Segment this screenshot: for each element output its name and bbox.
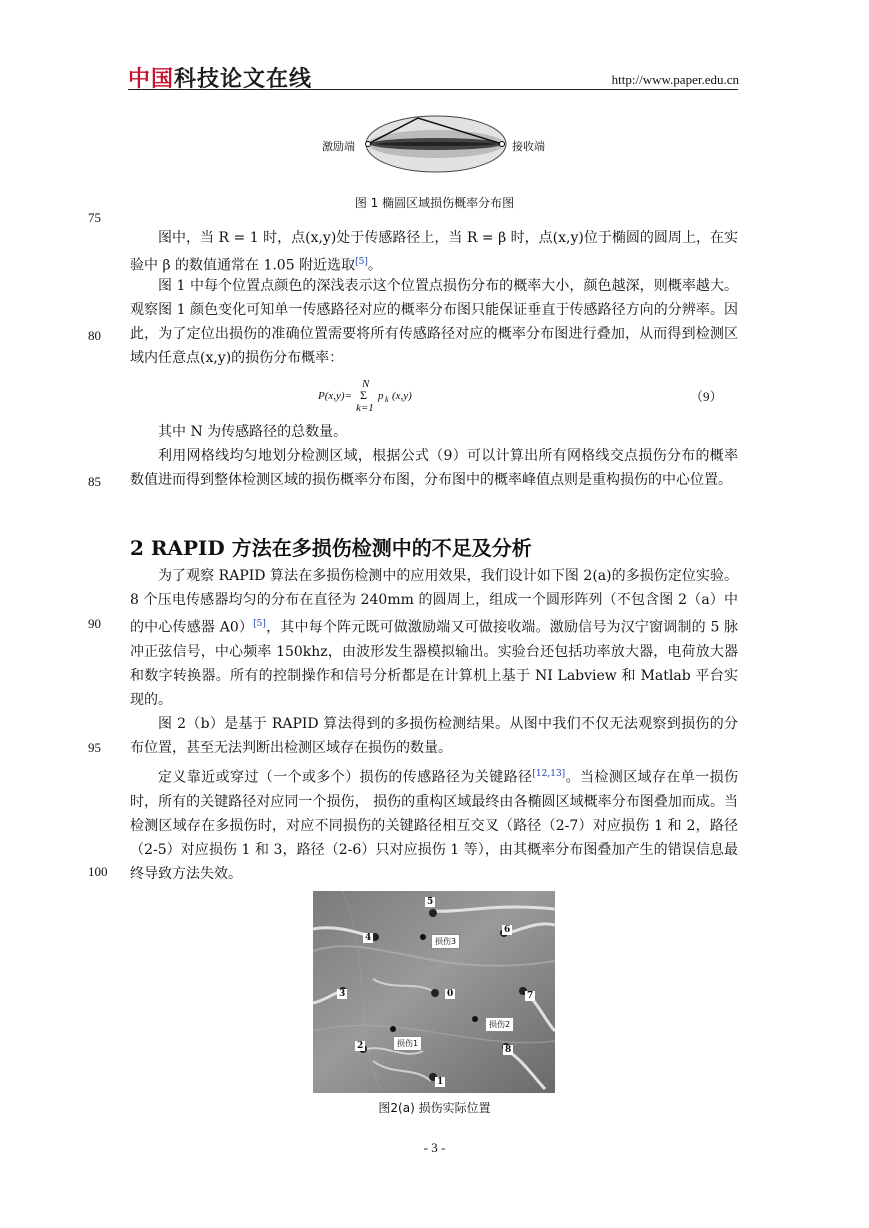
figure-1-caption: 图 1 椭圆区域损伤概率分布图 [354, 196, 515, 210]
damage-label-3: 损伤3 [431, 934, 460, 949]
sensor-label-2: 2 [357, 1041, 364, 1051]
figure-1-right-label: 接收端 [512, 140, 545, 153]
eq-rhs-sub: k [385, 395, 389, 404]
sensor-label-7: 7 [527, 991, 534, 1001]
eq-sum-symbol: Σ [360, 388, 367, 402]
line-number: 90 [88, 616, 101, 631]
header-url[interactable]: http://www.paper.edu.cn [611, 72, 739, 87]
paragraph-6: 图 2（b）是基于 RAPID 算法得到的多损伤检测结果。从图中我们不仅无法观察到损伤的分布位置，甚至无法判断出检测区域存在损伤的数量。 [130, 716, 738, 756]
eq-sum-bottom: k=1 [356, 402, 374, 414]
eq-rhs-args: (x,y) [392, 390, 412, 402]
paragraph-4: 利用网格线均匀地划分检测区域，根据公式（9）可以计算出所有网格线交点损伤分布的概率数值进而得到整体检测区域的损伤概率分布图，分布图中的概率峰值点则是重构损伤的中心位置。 [130, 448, 738, 488]
sensor-array-photo [313, 891, 555, 1093]
citation-ref[interactable]: [5] [355, 257, 368, 267]
header-rule [128, 89, 738, 90]
paragraph-1-text: 图中，当 R = 1 时，点(x,y)处于传感路径上，当 R = β 时，点(x,y)位于椭圆的圆周上，在实验中 β 的数值通常在 1.05 附近选取 [130, 230, 738, 274]
eq-sum-top: N [362, 378, 370, 390]
sensor-label-3: 3 [339, 989, 346, 999]
eq-lhs: P(x,y)= [318, 390, 352, 402]
figure-1-left-label: 激励端 [322, 140, 355, 153]
eq-rhs: p [378, 390, 384, 402]
paragraph-7-text-a: 定义靠近或穿过（一个或多个）损伤的传感路径为关键路径 [158, 769, 533, 786]
paragraph-3: 其中 N 为传感路径的总数量。 [158, 424, 348, 440]
line-number: 95 [88, 740, 101, 755]
line-number: 75 [88, 210, 101, 225]
section-heading: 2 RAPID 方法在多损伤检测中的不足及分析 [130, 536, 532, 560]
line-number: 100 [88, 864, 108, 879]
paragraph-7-text-b: 。当检测区域存在单一损伤时，所有的关键路径对应同一个损伤， 损伤的重构区域最终由各椭圆区域概率分布图叠加而成。当检测区域存在多损伤时，对应不同损伤的关键路径相互交叉（路径（2-7）对应损伤 1 和 2，路径（2-5）对应损伤 1 和 3，路径（2-6）只对应损伤 1 等），由其概率分布图叠加产生的错误信息最终导致方法失效。 [130, 769, 739, 882]
sensor-label-8: 8 [505, 1045, 512, 1055]
citation-ref[interactable]: [12,13] [532, 769, 566, 779]
logo-black-text: 科技论文在线 [174, 67, 313, 92]
paragraph-1-end: 。 [367, 257, 382, 274]
sensor-label-6: 6 [504, 925, 511, 935]
sensor-label-5: 5 [427, 897, 434, 907]
paragraph-7 [130, 762, 738, 886]
equation-number: （9） [690, 389, 723, 404]
paragraph-2: 图 1 中每个位置点颜色的深浅表示这个位置点损伤分布的概率大小，颜色越深，则概率越大。观察图 1 颜色变化可知单一传感路径对应的概率分布图只能保证垂直于传感路径方向的分辨率。因此，为了定位出损伤的准确位置需要将所有传感路径对应的概率分布图进行叠加，从而得到检测区域内任意点(x,y)的损伤分布概率： [130, 278, 738, 366]
damage-label-2: 损伤2 [485, 1017, 514, 1032]
damage-label-1: 损伤1 [393, 1036, 422, 1051]
paragraph-5-text-a: 为了观察 RAPID 算法在多损伤检测中的应用效果，我们设计如下图 2(a)的多损伤定位实验。8 个压电传感器均匀的分布在直径为 240mm 的圆周上，组成一个圆形阵列（不包含图 2（a）中的中心传感器 A0） [130, 568, 738, 636]
paragraph-5-text-b: ，其中每个阵元既可做激励端又可做接收端。激励信号为汉宁窗调制的 5 脉冲正弦信号，中心频率 150khz，由波形发生器模拟输出。实验台还包括功率放大器，电荷放大器和数字转换器。所有的控制操作和信号分析都是在计算机上基于 NI Labview 和 Matlab 平台实现的。 [130, 619, 738, 708]
line-number: 85 [88, 474, 101, 489]
sensor-label-1: 1 [437, 1077, 444, 1087]
equation-9 [318, 378, 438, 418]
figure-2a-photo [313, 891, 555, 1093]
paragraph-1 [130, 226, 738, 278]
logo-red-text: 中国 [128, 67, 175, 92]
figure-2a-caption: 图2(a) 损伤实际位置 [378, 1101, 491, 1115]
line-number: 80 [88, 328, 101, 343]
sensor-label-0: 0 [447, 989, 454, 999]
sensor-label-4: 4 [365, 933, 372, 943]
citation-ref[interactable]: [5] [253, 619, 266, 629]
paragraph-5 [130, 564, 738, 712]
page-number: - 3 - [423, 1140, 446, 1155]
figure-1 [316, 112, 556, 178]
